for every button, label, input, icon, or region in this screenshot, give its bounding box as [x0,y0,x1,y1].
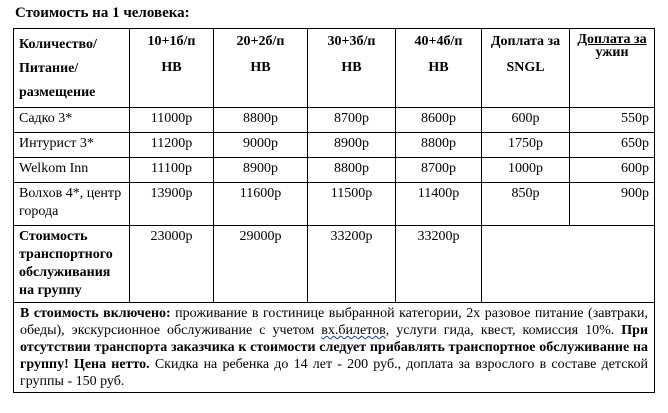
price-cell: 1750р [482,133,570,158]
price-cell: 8600р [396,108,482,133]
price-cell: 8800р [214,108,308,133]
header-corner-cell [14,29,130,108]
price-cell: 11500р [308,183,396,226]
hotel-name: Welkom Inn [14,158,130,183]
transport-warning: При отсутствии транспорта заказчика к стоимости следует прибавлять транспортное обслуживание на группу! Цена нетто. [20,323,649,372]
header-col-label: 20+2б/п [236,34,285,49]
transport-empty-cell [482,226,655,303]
hotel-name: Интурист 3* [14,133,130,158]
price-cell: 1000р [482,158,570,183]
price-cell: 650р [570,133,655,158]
price-cell: 11200р [130,133,214,158]
price-cell: 9000р [214,133,308,158]
header-corner-line: Количество/ [19,37,97,52]
header-col-10 [130,29,214,108]
header-col-meal: HB [428,60,449,75]
transport-price-cell: 33200р [308,226,396,303]
transport-row [14,226,655,303]
price-cell: 8800р [308,158,396,183]
footer-row [14,303,655,393]
price-cell: 8900р [308,133,396,158]
header-col-dinner [570,29,655,108]
price-cell: 8700р [396,158,482,183]
price-cell: 8800р [396,133,482,158]
table-row [14,158,655,183]
header-col-label: 30+3б/п [327,34,376,49]
price-cell: 11400р [396,183,482,226]
header-col-40 [396,29,482,108]
transport-price-cell: 29000р [214,226,308,303]
header-col-label: Доплата за [490,34,561,49]
transport-price-cell: 33200р [396,226,482,303]
hotel-name: Волхов 4*, центр города [14,183,130,226]
header-col-label: 10+1б/п [147,34,196,49]
price-cell: 900р [570,183,655,226]
header-col-label: 40+4б/п [414,34,463,49]
header-col-30 [308,29,396,108]
table-row [14,133,655,158]
discount-text: Скидка на ребенка до 14 лет - 200 руб., доплата за взрослого в составе детской группы - 150 руб. [20,357,648,389]
price-cell: 11000р [130,108,214,133]
hotel-name: Садко 3* [14,108,130,133]
included-text: проживание в гостинице выбранной категории, 2х разовое питание (завтраки, обеды), экскурсионное обслуживание с учетом [20,306,648,338]
price-cell: 600р [482,108,570,133]
included-note [14,303,655,393]
price-cell: 550р [570,108,655,133]
price-cell: 11100р [130,158,214,183]
header-col-meal: HB [341,60,362,75]
header-col-label: Доплата за [577,32,647,47]
included-underlined: вх.билетов [321,323,386,338]
price-cell: 600р [570,158,655,183]
included-text: , услуги гида, квест, комиссия 10%. [385,323,622,338]
header-corner-line: Питание/ [19,61,79,76]
header-col-meal: HB [250,60,271,75]
header-col-sngl [482,29,570,108]
transport-price-cell: 23000р [130,226,214,303]
header-col-meal: HB [161,60,182,75]
table-header-row [14,29,655,108]
table-row [14,108,655,133]
price-cell: 13900р [130,183,214,226]
header-col-20 [214,29,308,108]
header-col-meal: SNGL [506,60,545,75]
price-table [13,28,655,393]
page-title: Стоимость на 1 человека: [15,5,190,21]
transport-label: Стоимость транспортного обслуживания на группу [14,226,130,303]
header-col-meal: ужин [595,45,629,60]
price-cell: 11600р [214,183,308,226]
included-lead: В стоимость включено: [20,306,171,321]
table-row [14,183,655,226]
price-cell: 8700р [308,108,396,133]
header-corner-line: размещение [19,85,96,100]
price-cell: 8900р [214,158,308,183]
price-cell: 850р [482,183,570,226]
